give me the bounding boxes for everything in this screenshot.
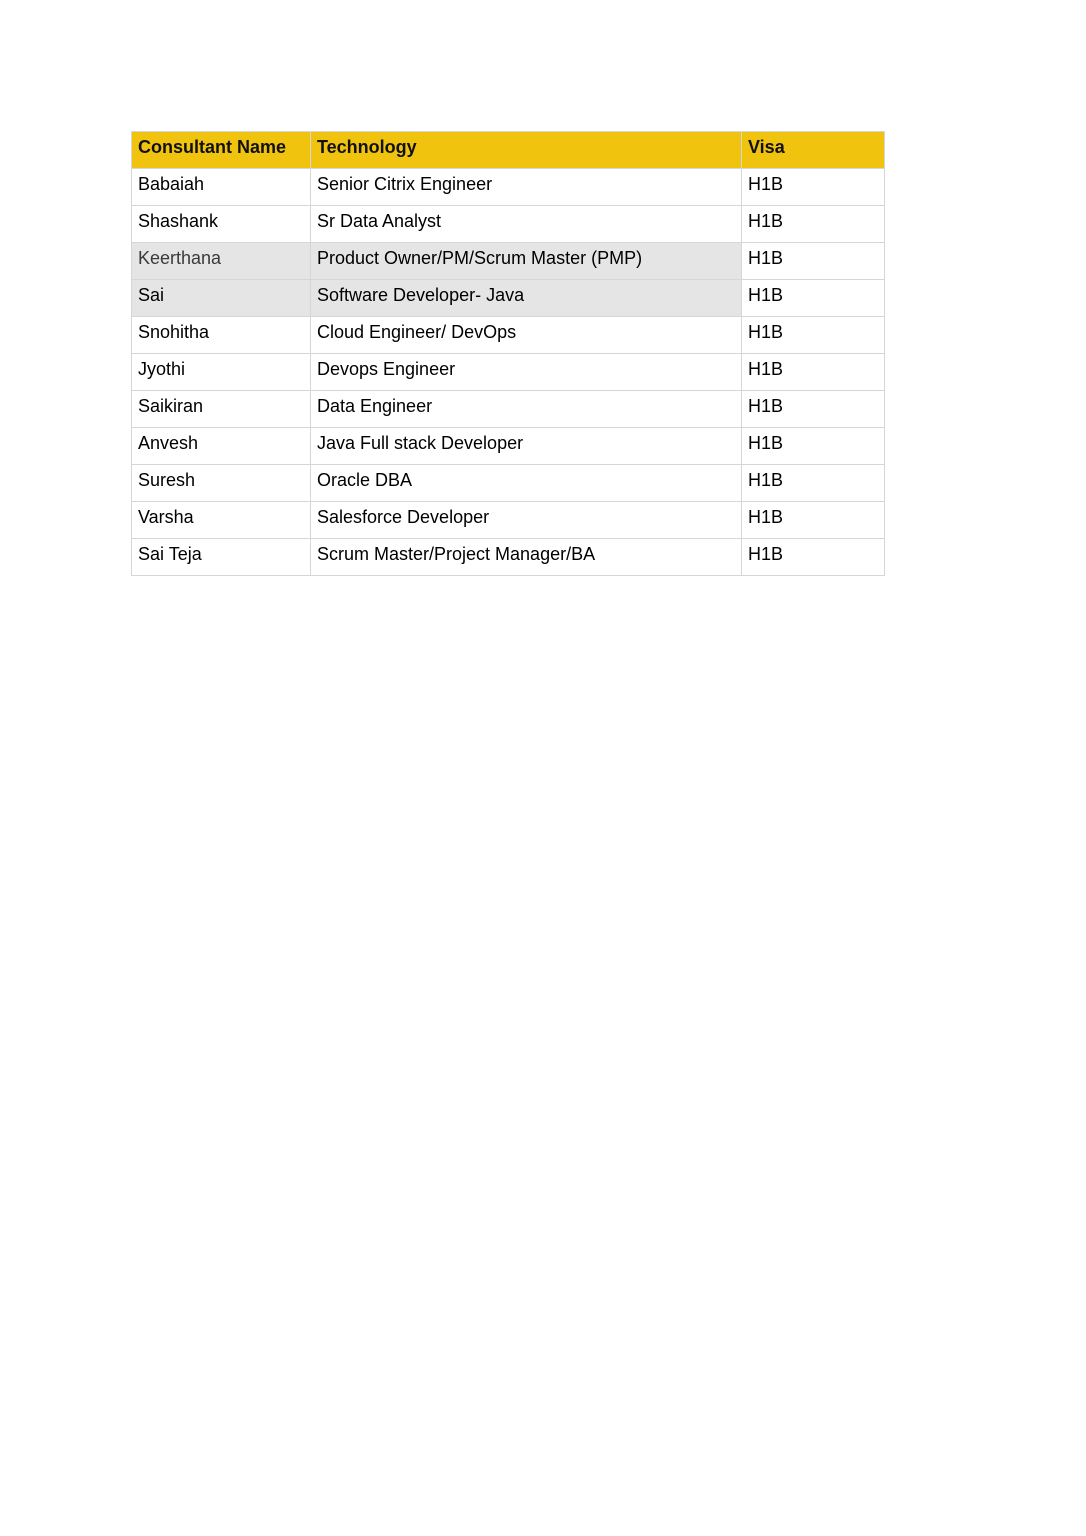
technology-cell: Data Engineer bbox=[311, 391, 742, 428]
consultant-name-cell: Saikiran bbox=[132, 391, 311, 428]
technology-cell: Devops Engineer bbox=[311, 354, 742, 391]
consultant-name-cell: Suresh bbox=[132, 465, 311, 502]
table-row bbox=[132, 428, 885, 465]
table-row bbox=[132, 391, 885, 428]
consultant-name-cell: Shashank bbox=[132, 206, 311, 243]
consultant-name-cell: Snohitha bbox=[132, 317, 311, 354]
technology-cell: Sr Data Analyst bbox=[311, 206, 742, 243]
table-row bbox=[132, 169, 885, 206]
technology-cell: Salesforce Developer bbox=[311, 502, 742, 539]
consultant-name-cell: Jyothi bbox=[132, 354, 311, 391]
visa-cell: H1B bbox=[742, 391, 885, 428]
table-row bbox=[132, 354, 885, 391]
visa-cell: H1B bbox=[742, 206, 885, 243]
visa-cell: H1B bbox=[742, 317, 885, 354]
visa-cell: H1B bbox=[742, 280, 885, 317]
technology-cell: Java Full stack Developer bbox=[311, 428, 742, 465]
table-row bbox=[132, 502, 885, 539]
visa-cell: H1B bbox=[742, 354, 885, 391]
technology-cell: Product Owner/PM/Scrum Master (PMP) bbox=[311, 243, 742, 280]
table-row bbox=[132, 539, 885, 576]
technology-cell: Senior Citrix Engineer bbox=[311, 169, 742, 206]
consultant-name-cell: Keerthana bbox=[132, 243, 311, 280]
header-technology: Technology bbox=[311, 132, 742, 169]
table-row bbox=[132, 243, 885, 280]
consultant-name-cell: Sai Teja bbox=[132, 539, 311, 576]
visa-cell: H1B bbox=[742, 428, 885, 465]
consultant-name-cell: Anvesh bbox=[132, 428, 311, 465]
visa-cell: H1B bbox=[742, 539, 885, 576]
table-row bbox=[132, 465, 885, 502]
consultant-name-cell: Sai bbox=[132, 280, 311, 317]
table-row bbox=[132, 317, 885, 354]
technology-cell: Scrum Master/Project Manager/BA bbox=[311, 539, 742, 576]
visa-cell: H1B bbox=[742, 169, 885, 206]
visa-cell: H1B bbox=[742, 465, 885, 502]
technology-cell: Software Developer- Java bbox=[311, 280, 742, 317]
consultant-table bbox=[131, 131, 885, 576]
consultant-name-cell: Varsha bbox=[132, 502, 311, 539]
technology-cell: Oracle DBA bbox=[311, 465, 742, 502]
table-row bbox=[132, 206, 885, 243]
header-visa: Visa bbox=[742, 132, 885, 169]
visa-cell: H1B bbox=[742, 502, 885, 539]
consultant-name-cell: Babaiah bbox=[132, 169, 311, 206]
technology-cell: Cloud Engineer/ DevOps bbox=[311, 317, 742, 354]
visa-cell: H1B bbox=[742, 243, 885, 280]
table-header-row bbox=[132, 132, 885, 169]
header-consultant-name: Consultant Name bbox=[132, 132, 311, 169]
table-row bbox=[132, 280, 885, 317]
